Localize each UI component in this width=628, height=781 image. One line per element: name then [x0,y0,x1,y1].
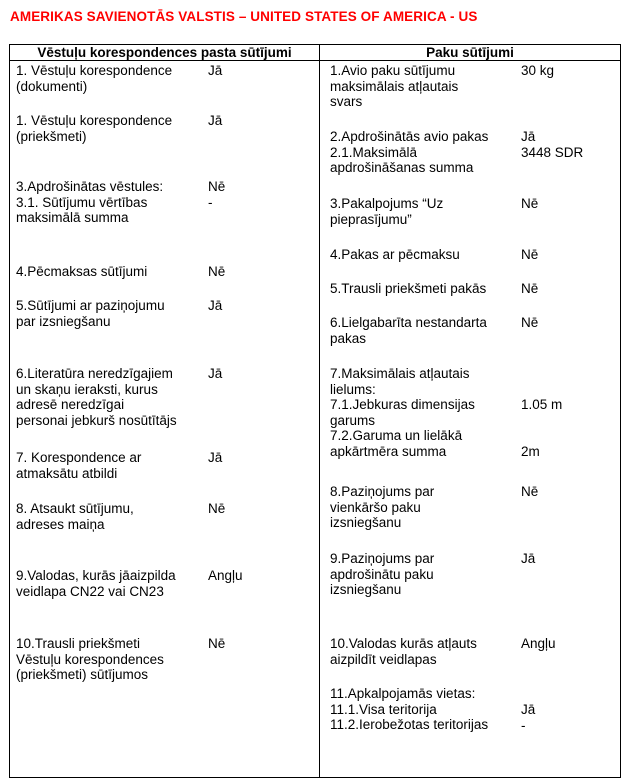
letters-row-2-value: Jā [208,113,223,128]
parcels-row-1-label: 1.Avio paku sūtījumu maksimālais atļautais svars [330,63,459,109]
letters-row-10-value: Nē [208,636,226,651]
letters-row-6-label: 6.Literatūra neredzīgajiem un skaņu ieraksti, kurus adresē neredzīgai personai jebkurš nosūtītājs [16,366,177,428]
letters-row-9-label: 9.Valodas, kurās jāaizpilda veidlapa CN22 vai CN23 [16,568,176,599]
parcels-row-10-label: 10.Valodas kurās atļauts aizpildīt veidlapas [330,636,477,667]
table-header-row [10,45,621,61]
parcels-row-7-value: 1.05 m 2m [521,397,563,459]
parcels-row-9-label: 9.Paziņojums par apdrošinātu paku izsniegšanu [330,551,435,597]
letters-row-4-label: 4.Pēcmaksas sūtījumi [16,264,148,279]
parcels-row-5-value: Nē [521,281,539,296]
parcels-row-8-label: 8.Paziņojums par vienkāršo paku izsniegšanu [330,484,435,530]
letters-row-10-label: 10.Trausli priekšmeti Vēstuļu korespondences (priekšmeti) sūtījumos [16,636,164,682]
parcels-header: Paku sūtījumi [320,45,621,61]
letters-row-5-label: 5.Sūtījumi ar paziņojumu par izsniegšanu [16,298,165,329]
letters-row-3-label: 3.Apdrošinātas vēstules: 3.1. Sūtījumu vērtības maksimālā summa [16,179,164,225]
letters-header: Vēstuļu korespondences pasta sūtījumi [10,45,320,61]
letters-row-1-label: 1. Vēstuļu korespondence (dokumenti) [16,63,173,94]
parcels-row-8-value: Nē [521,484,539,499]
letters-column [10,61,320,778]
parcels-row-5-label: 5.Trausli priekšmeti pakās [330,281,487,296]
letters-row-4-value: Nē [208,264,226,279]
parcels-column [320,61,621,778]
parcels-row-6-label: 6.Lielgabarīta nestandarta pakas [330,315,487,346]
letters-row-7-label: 7. Korespondence ar atmaksātu atbildi [16,450,142,481]
letters-row-7-value: Jā [208,450,223,465]
letters-row-9-value: Angļu [208,568,243,583]
parcels-row-11-label: 11.Apkalpojamās vietas: 11.1.Visa teritorija 11.2.Ierobežotas teritorijas [330,686,489,732]
parcels-row-11-value: Jā - [521,702,536,733]
letters-row-5-value: Jā [208,298,223,313]
parcels-row-10-value: Angļu [521,636,556,651]
letters-row-8-label: 8. Atsaukt sūtījumu, adreses maiņa [16,501,134,532]
letters-row-6-value: Jā [208,366,223,381]
table-body-row [10,61,621,778]
services-table [9,44,621,778]
letters-row-1-value: Jā [208,63,223,78]
parcels-row-7-label: 7.Maksimālais atļautais lielums: 7.1.Jebkuras dimensijas garums 7.2.Garuma un lielākā apkārtmēra summa [330,366,475,459]
parcels-row-2-value: Jā 3448 SDR [521,129,584,160]
parcels-row-1-value: 30 kg [521,63,555,78]
parcels-row-2-label: 2.Apdrošinātās avio pakas 2.1.Maksimālā apdrošināšanas summa [330,129,489,175]
letters-row-3-value: Nē - [208,179,226,210]
parcels-row-3-value: Nē [521,196,539,211]
page-title: AMERIKAS SAVIENOTĀS VALSTIS – UNITED STATES OF AMERICA - US [10,9,478,24]
parcels-row-6-value: Nē [521,315,539,330]
letters-row-8-value: Nē [208,501,226,516]
parcels-row-4-label: 4.Pakas ar pēcmaksu [330,247,460,262]
parcels-row-9-value: Jā [521,551,536,566]
parcels-row-4-value: Nē [521,247,539,262]
letters-row-2-label: 1. Vēstuļu korespondence (priekšmeti) [16,113,173,144]
parcels-row-3-label: 3.Pakalpojums “Uz pieprasījumu” [330,196,444,227]
